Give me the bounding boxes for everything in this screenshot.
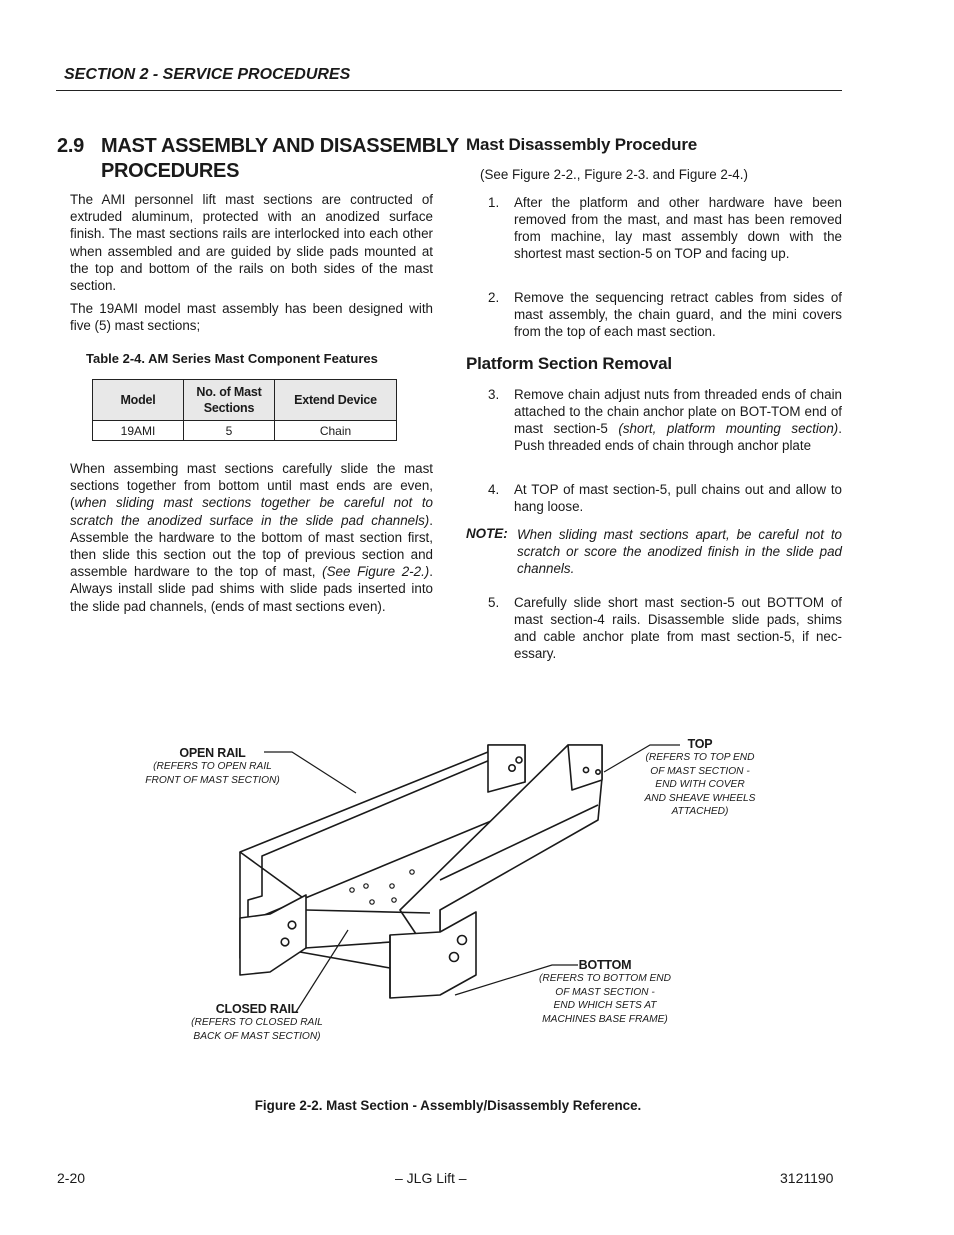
table-cell: 5 <box>184 421 275 441</box>
figure-reference: (See Figure 2-2.) <box>322 564 430 580</box>
callout-note: AND SHEAVE WHEELS <box>644 792 756 804</box>
callout-title: CLOSED RAIL <box>215 1002 299 1016</box>
step-number: 3. <box>488 387 500 402</box>
end-block-bolt <box>288 921 296 929</box>
step-text: At TOP of mast section-5, pull chains out and allow to hang loose. <box>514 482 842 514</box>
table-cell: 19AMI <box>93 421 184 441</box>
section-heading-line1: MAST ASSEMBLY AND DISASSEMBLY <box>101 135 460 157</box>
figure-references: (See Figure 2-2., Figure 2-3. and Figure 2-4.) <box>480 167 748 182</box>
section-heading-line2: PROCEDURES <box>101 160 240 182</box>
table-header-cell: Model <box>93 380 184 421</box>
step-number: 1. <box>488 195 500 210</box>
callout-note: FRONT OF MAST SECTION) <box>145 774 280 786</box>
open-rail-end-cap <box>488 745 525 792</box>
end-cap-bolt <box>516 757 522 763</box>
table-cell: Chain <box>275 421 397 441</box>
step-text-italic: (short, platform mounting section) <box>618 421 839 436</box>
intro-paragraph: The AMI personnel lift mast sections are contructed of extruded aluminum, protected with an anodized surface finish. The mast sections rails are interlocked into each other when assembled and are guided by slide pads mounted at the top and bottom of the rails on both sides of the mast section. <box>70 192 433 294</box>
section-header: SECTION 2 - SERVICE PROCEDURES <box>64 66 351 83</box>
end-block-bolt <box>458 936 467 945</box>
assembly-text: When assembing mast sections carefully slide the mast sections together from bottom until mast ends are even, ( <box>70 461 433 511</box>
figure-caption: Figure 2-2. Mast Section - Assembly/Disassembly Reference. <box>254 1098 642 1113</box>
model-paragraph: The 19AMI model mast assembly has been designed with five (5) mast sections; <box>70 301 433 334</box>
assembly-text: . Assemble the hardware to the bottom of mast section first, then slide this section out the top of previous section and assemble hardware to the top of mast, <box>70 512 433 580</box>
callout-note: OF MAST SECTION - <box>555 986 655 998</box>
footer-title: – JLG Lift – <box>395 1170 467 1186</box>
end-block-bolt <box>450 953 459 962</box>
section-heading-number: 2.9 <box>57 135 84 157</box>
bottom-callout <box>530 958 680 1026</box>
step-text: Remove the sequencing retract cables from sides of mast assembly, the chain guard, and the mini covers from the top of each mast section. <box>514 290 842 339</box>
note-text: When sliding mast sections apart, be careful not to scratch or score the anodized finish in the slide pad channels. <box>517 527 842 576</box>
page-number: 2-20 <box>57 1170 86 1186</box>
assembly-text: . Always install slide pad shims with slide pads inserted into the slide pad channels, (ends of mast sections even). <box>70 564 433 614</box>
step-text: Carefully slide short mast section-5 out BOTTOM of mast section-4 rails. Disassemble slide pads, shims and cable anchor plate from mast section-5, if nec-essary. <box>514 595 842 661</box>
callout-note: ATTACHED) <box>671 806 729 818</box>
callout-note: (REFERS TO CLOSED RAIL <box>191 1017 323 1028</box>
platform-removal-heading: Platform Section Removal <box>466 354 672 373</box>
callout-note: (REFERS TO OPEN RAIL <box>153 761 272 772</box>
callout-title: OPEN RAIL <box>179 746 246 760</box>
note-label: NOTE: <box>466 526 508 541</box>
end-cap-bolt <box>509 765 515 771</box>
callout-title: BOTTOM <box>578 958 632 972</box>
callout-note: BACK OF MAST SECTION) <box>193 1030 321 1042</box>
end-cap-bolt <box>583 767 588 772</box>
callout-note: (REFERS TO BOTTOM END <box>538 973 672 984</box>
table-caption: Table 2-4. AM Series Mast Component Features <box>86 351 378 366</box>
table-header-cell: No. of Mast Sections <box>184 380 275 421</box>
open-rail-callout <box>140 746 285 787</box>
callout-title: TOP <box>687 737 713 751</box>
callout-note: END WHICH SETS AT <box>553 1000 657 1012</box>
callout-note: MACHINES BASE FRAME) <box>542 1013 668 1025</box>
top-callout <box>630 737 770 819</box>
callout-note: (REFERS TO TOP END <box>645 752 755 763</box>
end-cap-bolt <box>596 770 600 774</box>
step-text-part: . Push threaded ends of chain through anchor plate <box>514 421 842 453</box>
step-text-part: Remove chain adjust nuts from threaded ends of chain attached to the chain anchor plate on BOT-TOM end of mast section-5 <box>514 387 842 436</box>
step-text: After the platform and other hardware have been removed from the mast, and mast has been removed from machine, lay mast assembly down with the shortest mast section-5 on TOP and facing up. <box>514 195 842 261</box>
disassembly-heading: Mast Disassembly Procedure <box>466 135 698 154</box>
step-number: 5. <box>488 595 500 610</box>
document-number: 3121190 <box>780 1170 834 1186</box>
closed-rail-callout <box>182 1002 332 1043</box>
step-number: 2. <box>488 290 500 305</box>
assembly-caution-text: when sliding mast sections together be careful not to scratch the anodized surface in the slide pad channels) <box>70 495 433 528</box>
end-block-bolt <box>281 938 289 946</box>
callout-note: END WITH COVER <box>655 779 745 791</box>
step-number: 4. <box>488 482 500 497</box>
table-header-cell: Extend Device <box>275 380 397 421</box>
callout-note: OF MAST SECTION - <box>650 765 750 777</box>
